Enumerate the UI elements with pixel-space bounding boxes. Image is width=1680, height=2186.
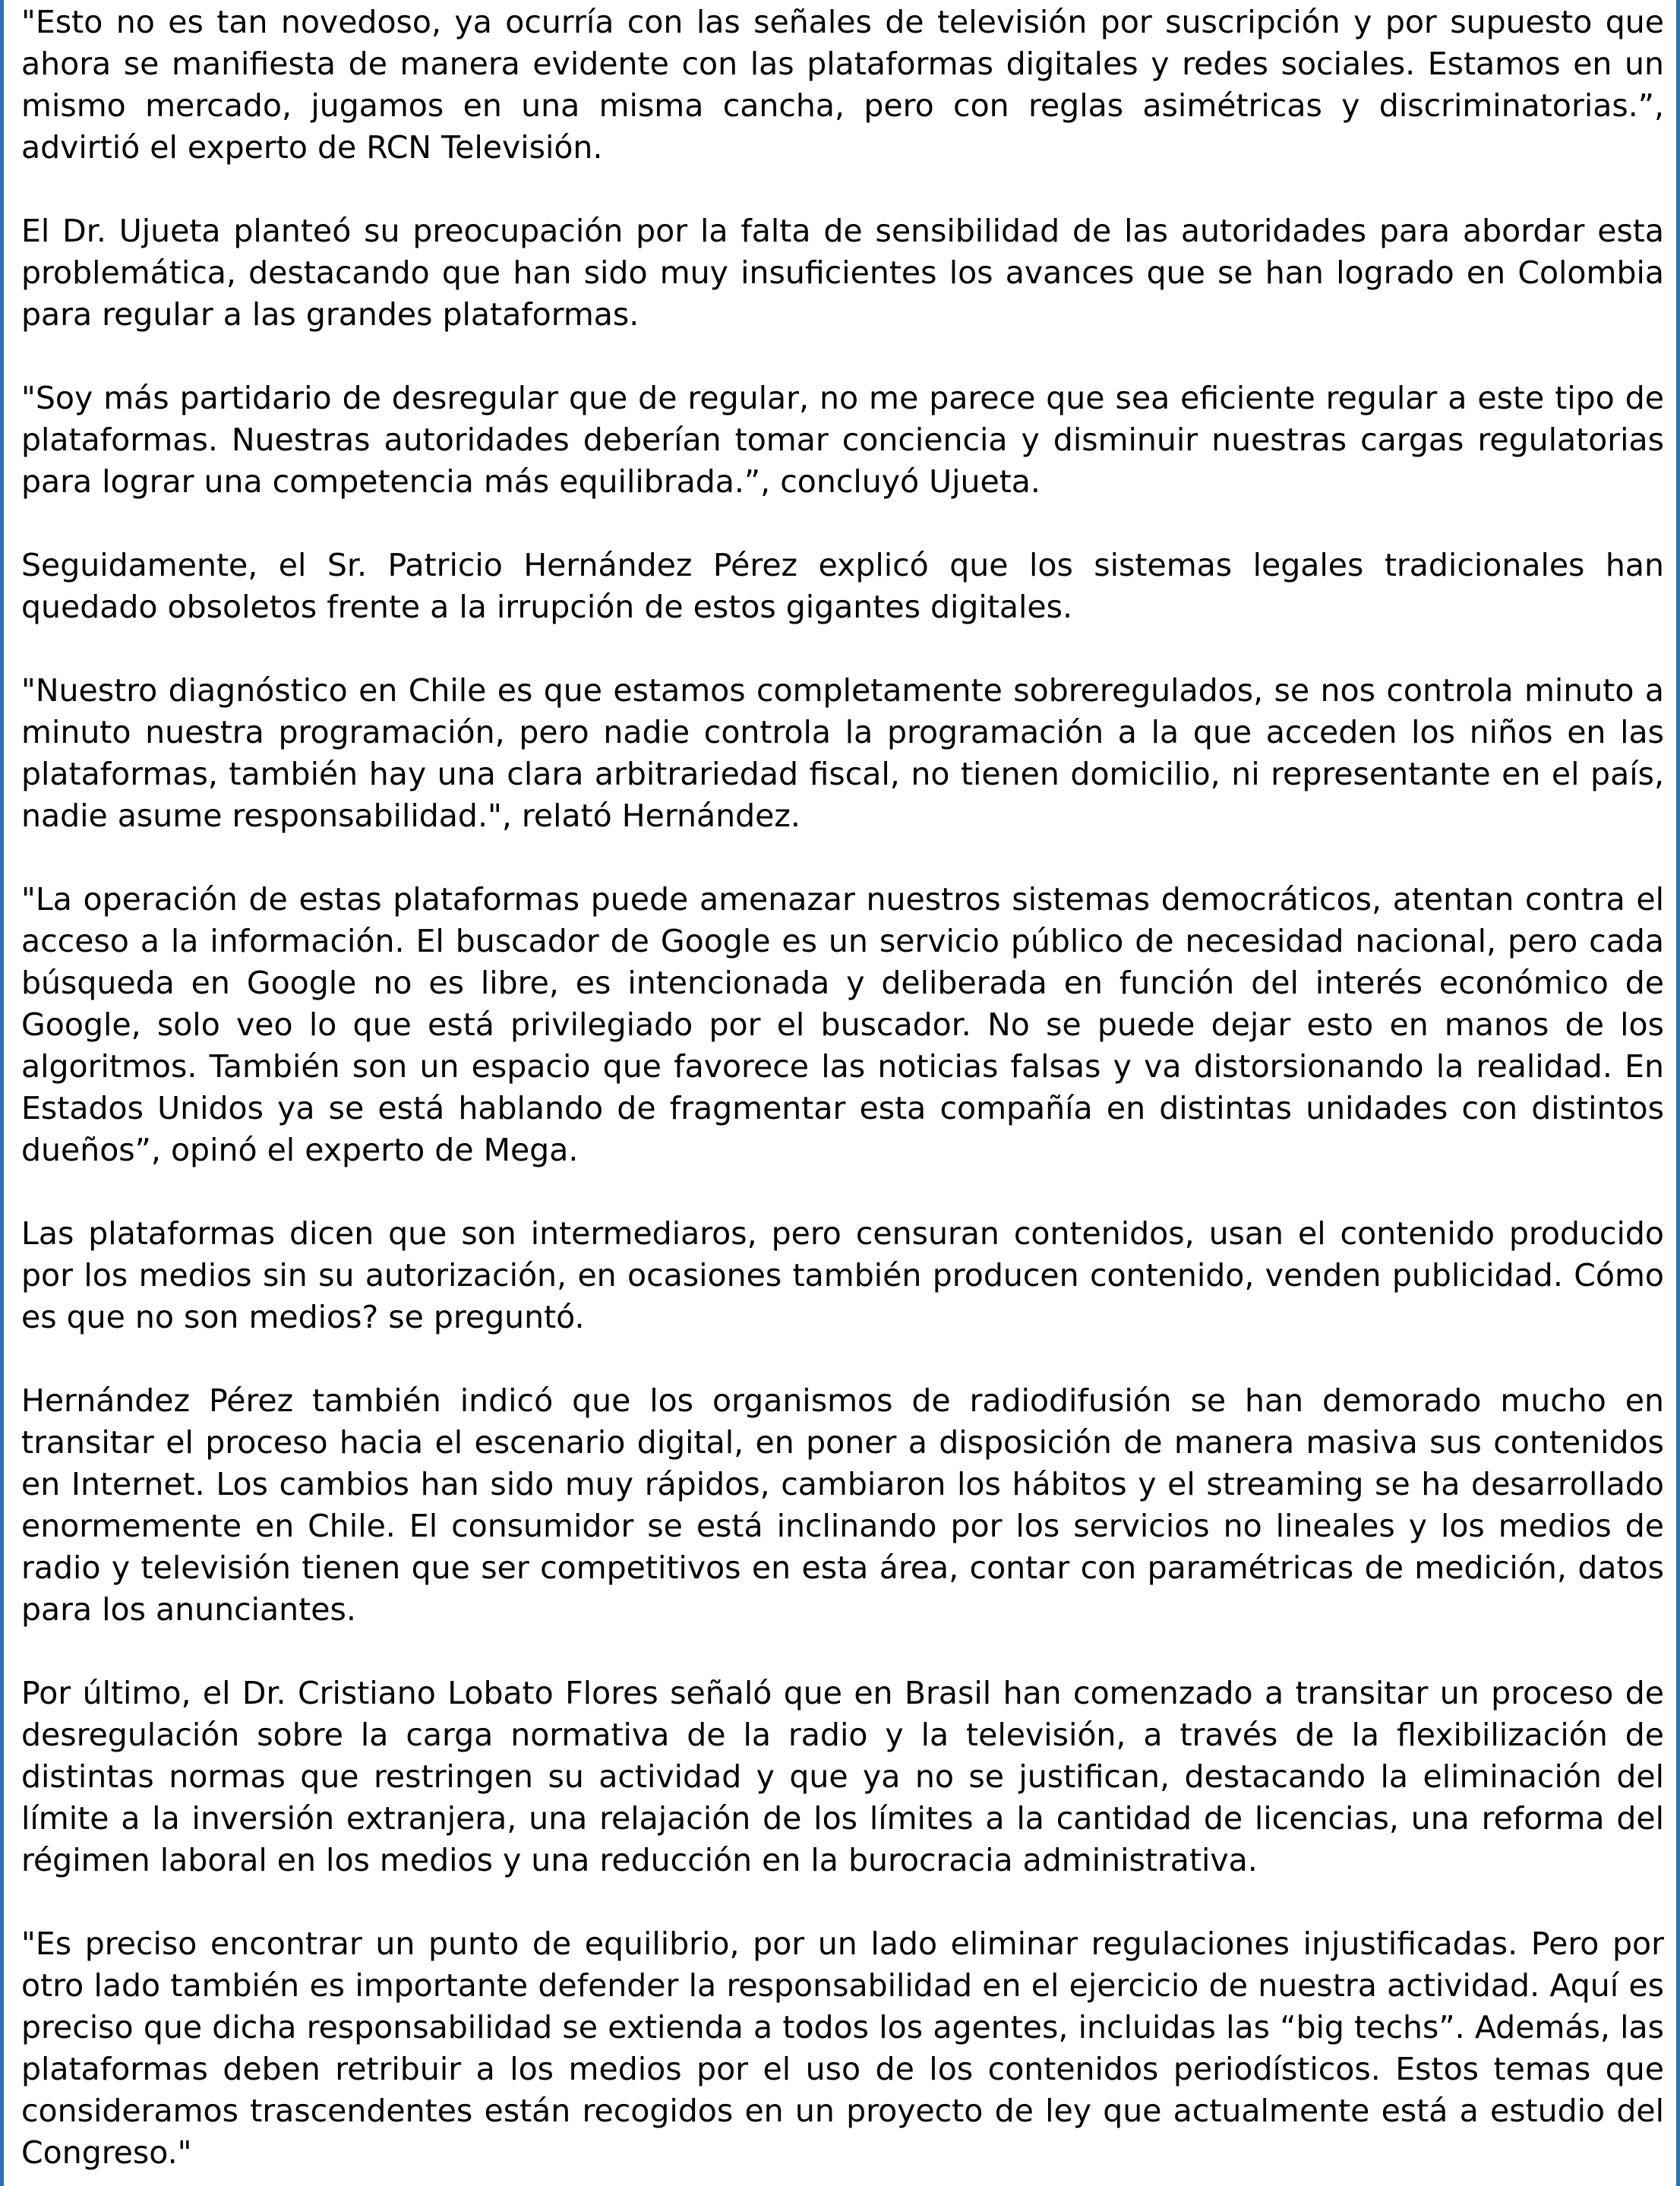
paragraph-3: "Soy más partidario de desregular que de regular, no me parece que sea eficiente regular a este tipo de plataformas. Nuestras autoridades deberían tomar conciencia y disminuir nuestras cargas regulatorias para lograr una competencia más equilibrada.”, concluyó Ujueta. [21,380,1664,500]
paragraph-10: "Es preciso encontrar un punto de equilibrio, por un lado eliminar regulaciones injustificadas. Pero por otro lado también es importante defender la responsabilidad en el ejercicio de nuestra actividad. Aquí es preciso que dicha responsabilidad se extienda a todos los agentes, incluidas las “big techs”. Además, las plataformas deben retribuir a los medios por el uso de los contenidos periodísticos. Estos temas que consideramos trascendentes están recogidos en un proyecto de ley que actualmente está a estudio del Congreso." [21,1925,1664,2171]
paragraph-6: "La operación de estas plataformas puede amenazar nuestros sistemas democráticos, atentan contra el acceso a la información. El buscador de Google es un servicio público de necesidad nacional, pero cada búsqueda en Google no es libre, es intencionada y deliberada en función del interés económico de Google, solo veo lo que está privilegiado por el buscador. No se puede dejar esto en manos de los algoritmos. También son un espacio que favorece las noticias falsas y va distorsionando la realidad. En Estados Unidos ya se está hablando de fragmentar esta compañía en distintas unidades con distintos dueños”, opinó el experto de Mega. [21,881,1664,1168]
article-body [21,2,1664,2174]
paragraph-8: Hernández Pérez también indicó que los organismos de radiodifusión se han demorado mucho en transitar el proceso hacia el escenario digital, en poner a disposición de manera masiva sus contenidos en Internet. Los cambios han sido muy rápidos, cambiaron los hábitos y el streaming se ha desarrollado enormemente en Chile. El consumidor se está inclinando por los servicios no lineales y los medios de radio y televisión tienen que ser competitivos en esta área, contar con paramétricas de medición, datos para los anunciantes. [21,1382,1664,1628]
paragraph-2: El Dr. Ujueta planteó su preocupación por la falta de sensibilidad de las autoridades para abordar esta problemática, destacando que han sido muy insuficientes los avances que se han logrado en Colombia para regular a las grandes plataformas. [21,213,1664,333]
paragraph-4: Seguidamente, el Sr. Patricio Hernández Pérez explicó que los sistemas legales tradicionales han quedado obsoletos frente a la irrupción de estos gigantes digitales. [21,547,1664,625]
paragraph-9: Por último, el Dr. Cristiano Lobato Flores señaló que en Brasil han comenzado a transitar un proceso de desregulación sobre la carga normativa de la radio y la televisión, a través de la flexibilización de distintas normas que restringen su actividad y que ya no se justifican, destacando la eliminación del límite a la inversión extranjera, una relajación de los límites a la cantidad de licencias, una reforma del régimen laboral en los medios y una reducción en la burocracia administrativa. [21,1675,1664,1878]
paragraph-7: Las plataformas dicen que son intermediaros, pero censuran contenidos, usan el contenido producido por los medios sin su autorización, en ocasiones también producen contenido, venden publicidad. Cómo es que no son medios? se preguntó. [21,1215,1664,1335]
paragraph-1: "Esto no es tan novedoso, ya ocurría con las señales de televisión por suscripción y por supuesto que ahora se manifiesta de manera evidente con las plataformas digitales y redes sociales. Estamos en un mismo mercado, jugamos en una misma cancha, pero con reglas asimétricas y discriminatorias.”, advirtió el experto de RCN Televisión. [21,4,1664,166]
paragraph-5: "Nuestro diagnóstico en Chile es que estamos completamente sobreregulados, se nos controla minuto a minuto nuestra programación, pero nadie controla la programación a la que acceden los niños en las plataformas, también hay una clara arbitrariedad fiscal, no tienen domicilio, ni representante en el país, nadie asume responsabilidad.", relató Hernández. [21,672,1664,834]
